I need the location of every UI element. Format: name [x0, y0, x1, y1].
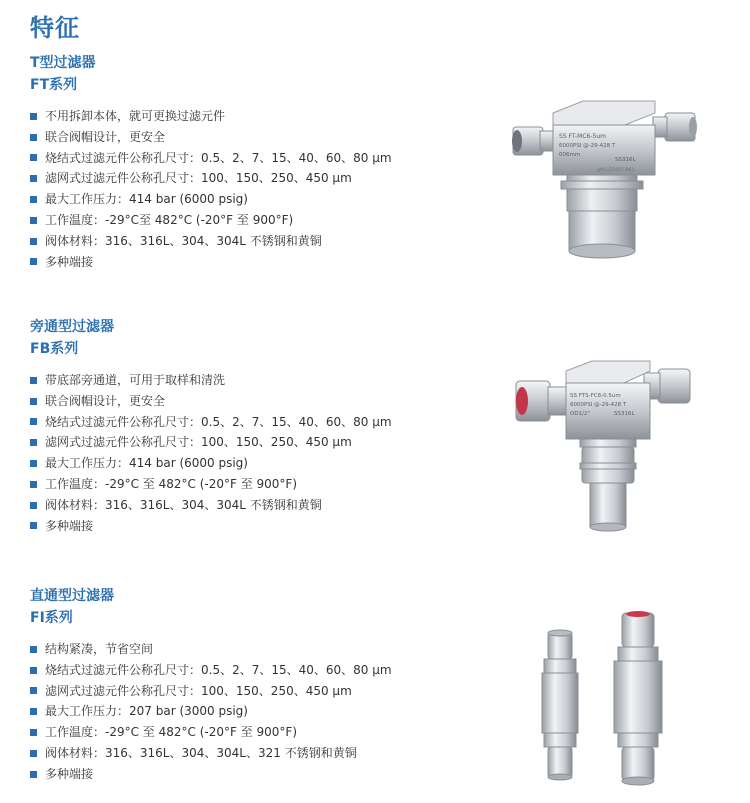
bullet-icon — [30, 175, 37, 182]
feature-text: 阀体材料：316、316L、304、304L 不锈钢和黄铜 — [45, 497, 322, 512]
feature-text: 结构紧凑，节省空间 — [45, 642, 154, 656]
feature-text: 滤网式过滤元件公称孔尺寸：100、150、250、450 µm — [45, 683, 352, 698]
marking-line: SS FT-MC6-5um — [559, 133, 606, 140]
feature-item — [30, 412, 480, 433]
marking-line: 6000PSI @-29-428 T — [559, 143, 616, 149]
feature-text: 工作温度：-29°C至 482°C (-20°F 至 900°F) — [45, 212, 294, 227]
large-inline-filter — [614, 611, 662, 785]
feature-item — [30, 453, 480, 474]
feature-text: 滤网式过滤元件公称孔尺寸：100、150、250、450 µm — [45, 171, 352, 186]
feature-text: 滤网式过滤元件公称孔尺寸：100、150、250、450 µm — [45, 435, 352, 450]
feature-text: 多种端接 — [45, 254, 94, 269]
bullet-icon — [30, 258, 37, 265]
marking-line: SS FTS-FC8-0.5um — [570, 393, 621, 399]
bullet-icon — [30, 398, 37, 405]
marking-line: SS316L — [614, 411, 635, 417]
bullet-icon — [30, 377, 37, 384]
feature-item — [30, 168, 480, 189]
body-top — [553, 101, 655, 125]
feature-item — [30, 210, 480, 231]
bullet-icon — [30, 771, 37, 778]
feature-item — [30, 474, 480, 495]
feature-text: 工作温度：-29°C 至 482°C (-20°F 至 900°F) — [45, 725, 298, 740]
feature-item — [30, 516, 480, 537]
feature-item — [30, 660, 480, 681]
feature-text: 工作温度：-29°C 至 482°C (-20°F 至 900°F) — [45, 476, 298, 491]
marking-line: 6000PSI @-29-428 T — [570, 402, 627, 408]
feature-item — [30, 148, 480, 169]
feature-item — [30, 495, 480, 516]
feature-item — [30, 127, 480, 148]
feature-item — [30, 189, 480, 210]
right-port — [658, 369, 690, 403]
bullet-icon — [30, 667, 37, 674]
bullet-icon — [30, 708, 37, 715]
body-top — [566, 361, 650, 383]
marking-line: 006mm — [559, 152, 581, 158]
filter-bowl — [567, 175, 637, 211]
feature-item — [30, 701, 480, 722]
feature-text: 不用拆卸本体，就可更换过滤元件 — [45, 109, 226, 123]
small-inline-filter — [542, 630, 578, 780]
marking-line: SS316L — [615, 157, 636, 163]
section-t-filter — [30, 52, 480, 272]
feature-text: 烧结式过滤元件公称孔尺寸：0.5、2、7、15、40、60、80 µm — [45, 414, 392, 429]
bullet-icon — [30, 134, 37, 141]
bullet-icon — [30, 522, 37, 529]
section-bypass-filter — [30, 316, 480, 536]
feature-item — [30, 106, 480, 127]
bullet-icon — [30, 502, 37, 509]
feature-item — [30, 722, 480, 743]
feature-item — [30, 681, 480, 702]
feature-text: 多种端接 — [45, 766, 94, 781]
t-filter-image — [505, 95, 710, 265]
feature-item — [30, 370, 480, 391]
bullet-icon — [30, 418, 37, 425]
feature-text: 多种端接 — [45, 518, 94, 533]
bullet-icon — [30, 439, 37, 446]
feature-list — [30, 639, 480, 785]
feature-item — [30, 231, 480, 252]
series-name: FB系列 — [30, 341, 79, 357]
bypass-filter-image — [510, 355, 705, 535]
feature-item — [30, 764, 480, 785]
bullet-icon — [30, 113, 37, 120]
feature-list — [30, 106, 480, 272]
marking-line: OD1/2" — [570, 411, 590, 417]
feature-text: 最大工作压力：414 bar (6000 psig) — [45, 456, 248, 471]
feature-item — [30, 743, 480, 764]
feature-text: 最大工作压力：207 bar (3000 psig) — [45, 704, 248, 719]
bullet-icon — [30, 729, 37, 736]
bullet-icon — [30, 460, 37, 467]
bullet-icon — [30, 687, 37, 694]
feature-text: 烧结式过滤元件公称孔尺寸：0.5、2、7、15、40、60、80 µm — [45, 150, 392, 165]
red-cap-icon — [626, 611, 650, 617]
feature-item — [30, 639, 480, 660]
series-name: FI系列 — [30, 610, 73, 626]
section-title: T型过滤器 — [30, 55, 96, 71]
bullet-icon — [30, 481, 37, 488]
feature-text: 烧结式过滤元件公称孔尺寸：0.5、2、7、15、40、60、80 µm — [45, 662, 392, 677]
bullet-icon — [30, 750, 37, 757]
feature-item — [30, 252, 480, 273]
bullet-icon — [30, 217, 37, 224]
bullet-icon — [30, 154, 37, 161]
bypass-port — [590, 483, 626, 527]
feature-text: 最大工作压力：414 bar (6000 psig) — [45, 192, 248, 207]
section-title: 直通型过滤器 — [30, 588, 114, 604]
red-cap-icon — [516, 387, 528, 415]
feature-text: 联合阀帽设计，更安全 — [45, 129, 166, 144]
bullet-icon — [30, 238, 37, 245]
feature-text: 阀体材料：316、316L、304、304L 不锈钢和黄铜 — [45, 233, 322, 248]
feature-item — [30, 432, 480, 453]
left-port-bore — [512, 130, 522, 152]
bullet-icon — [30, 196, 37, 203]
bullet-icon — [30, 646, 37, 653]
marking-line: gfs/1/22007-865 — [597, 168, 635, 173]
feature-text: 带底部旁通道，可用于取样和清洗 — [45, 373, 226, 387]
section-inline-filter — [30, 585, 480, 785]
series-name: FT系列 — [30, 77, 78, 93]
section-title: 旁通型过滤器 — [30, 319, 114, 335]
feature-text: 联合阀帽设计，更安全 — [45, 393, 166, 408]
inline-filter-image — [530, 605, 690, 795]
feature-text: 阀体材料：316、316L、304、304L、321 不锈钢和黄铜 — [45, 745, 357, 760]
feature-list — [30, 370, 480, 536]
feature-item — [30, 391, 480, 412]
page-title: 特征 — [30, 14, 80, 42]
